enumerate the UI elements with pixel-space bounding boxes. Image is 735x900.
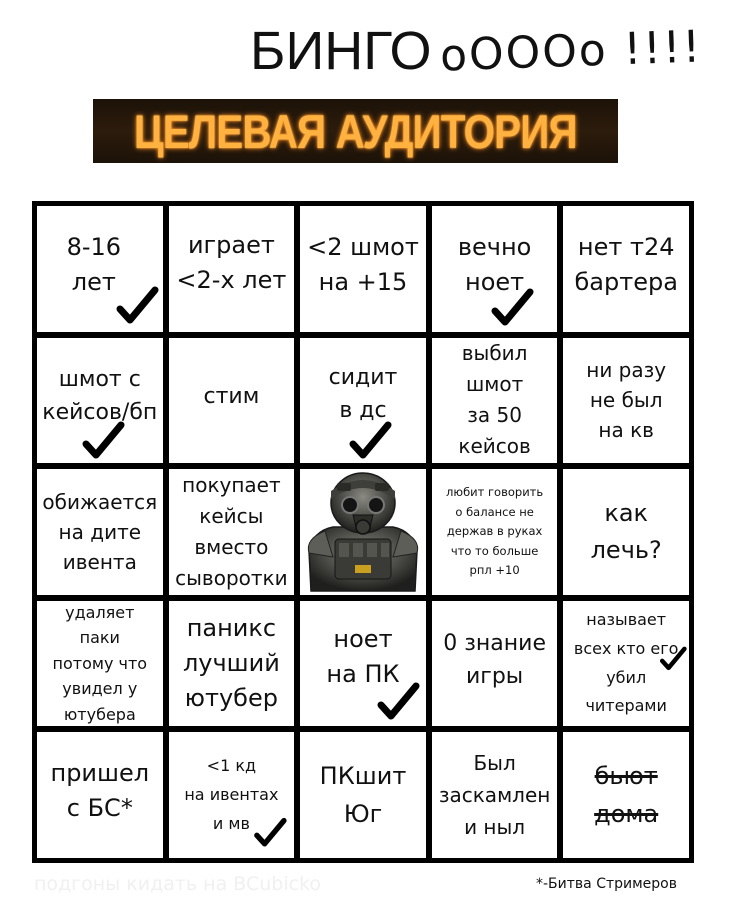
checkmark-icon — [348, 419, 392, 463]
cell-label: играет <2-х лет — [176, 231, 287, 294]
checkmark-icon — [253, 816, 287, 850]
cell-label: 8-16 лет — [66, 233, 122, 296]
cell-label: вечно ноет — [457, 233, 532, 296]
cell-label: выбил шмот за 50 кейсов — [458, 341, 531, 459]
cell-label: стим — [203, 383, 260, 409]
bingo-cell-19[interactable] — [432, 601, 558, 727]
title-scribble: oOOOo !!!! — [439, 21, 704, 82]
bingo-title: БИНГО — [250, 21, 432, 81]
cell-label: любит говорить о балансе не держав в руках что то больше рпл +10 — [446, 485, 544, 578]
cell-label: нет т24 бартера — [574, 233, 678, 296]
bingo-cell-8[interactable] — [300, 338, 426, 464]
cell-label: обижается на дите ивента — [42, 489, 158, 574]
cell-label: ноет на ПК — [326, 624, 400, 688]
footer-note: *-Битва Стримеров — [536, 876, 677, 892]
bingo-cell-12[interactable] — [169, 469, 295, 595]
cell-label: шмот с кейсов/бп — [42, 367, 158, 426]
bingo-cell-3[interactable] — [300, 206, 426, 332]
cell-label: называет всех кто его убил читерами — [573, 610, 679, 716]
cell-label: сидит в дс — [328, 365, 398, 424]
bingo-cell-13[interactable] — [300, 469, 426, 595]
checkmark-icon — [659, 645, 687, 673]
bingo-cell-7[interactable] — [169, 338, 295, 464]
bingo-cell-2[interactable] — [169, 206, 295, 332]
bingo-cell-5[interactable] — [563, 206, 689, 332]
cell-label: 0 знание игры — [443, 630, 546, 689]
bingo-cell-1[interactable] — [37, 206, 163, 332]
bingo-cell-15[interactable] — [563, 469, 689, 595]
cell-label: Был заскамлен и ныл — [438, 751, 551, 840]
bingo-cell-9[interactable] — [432, 338, 558, 464]
bingo-cell-23[interactable] — [300, 732, 426, 858]
bingo-cell-18[interactable] — [300, 601, 426, 727]
banner-text: ЦЕЛЕВАЯ АУДИТОРИЯ — [134, 104, 577, 158]
armored-soldier-image — [303, 469, 423, 594]
cell-label: удаляет паки потому что увидел у ютубера — [52, 602, 148, 724]
bingo-cell-22[interactable] — [169, 732, 295, 858]
checkmark-icon — [376, 680, 420, 724]
bingo-cell-11[interactable] — [37, 469, 163, 595]
bingo-cell-25[interactable] — [563, 732, 689, 858]
bingo-cell-14[interactable] — [432, 469, 558, 595]
checkmark-icon — [490, 286, 534, 330]
checkmark-icon — [115, 284, 159, 328]
cell-label: покупает кейсы вместо сыворотки — [175, 472, 288, 590]
cell-label: <2 шмот на +15 — [307, 233, 419, 296]
bingo-cell-17[interactable] — [169, 601, 295, 727]
cell-label: ни разу не был на кв — [586, 358, 667, 443]
cell-label: <1 кд на ивентах и мв — [184, 755, 279, 833]
bingo-cell-24[interactable] — [432, 732, 558, 858]
cell-label: паникс лучший ютубер — [182, 614, 280, 712]
bingo-cell-20[interactable] — [563, 601, 689, 727]
bingo-cell-4[interactable] — [432, 206, 558, 332]
bingo-cell-16[interactable] — [37, 601, 163, 727]
cell-label: бьют дома — [594, 761, 659, 829]
checkmark-icon — [81, 419, 125, 463]
footer-credit: подгоны кидать на BCubicko — [34, 873, 322, 895]
cell-label: как лечь? — [590, 498, 662, 564]
bingo-cell-6[interactable] — [37, 338, 163, 464]
cell-label: ПКшит Юг — [319, 761, 407, 829]
cell-label: пришел с БС* — [50, 759, 150, 823]
bingo-cell-21[interactable] — [37, 732, 163, 858]
bingo-grid — [32, 201, 694, 863]
target-audience-banner — [93, 99, 618, 163]
bingo-cell-10[interactable] — [563, 338, 689, 464]
